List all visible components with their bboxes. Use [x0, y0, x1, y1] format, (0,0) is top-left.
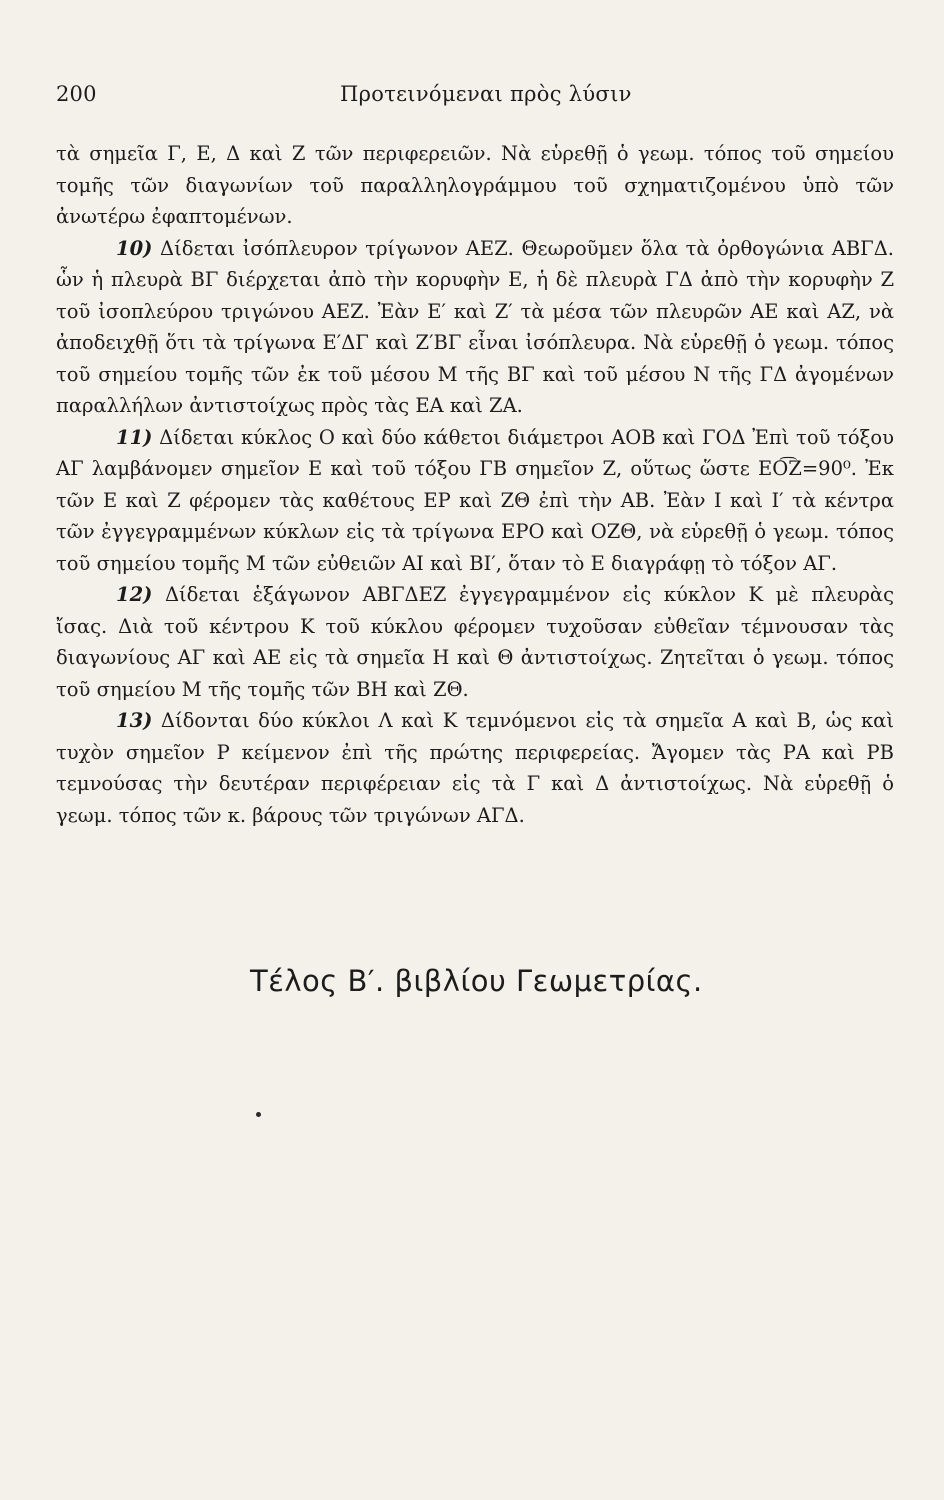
body-text [56, 138, 894, 831]
problem-text: Δίδονται δύο κύκλοι Λ καὶ Κ τεμνόμενοι εἰς τὰ σημεῖα Α καὶ Β, ὡς καὶ τυχὸν σημεῖον Ρ κείμενον ἐπὶ τῆς πρώτης περιφερείας. Ἄγομεν τὰς ΡΑ καὶ ΡΒ τεμνούσας τὴν δευτέραν περιφέρειαν εἰς τὰ Γ καὶ Δ ἀντιστοίχως. Νὰ εὑρεθῇ ὁ γεωμ. τόπος τῶν κ. βάρους τῶν τριγώνων ΑΓΔ. [56, 709, 894, 827]
problem-text: Δίδεται κύκλος Ο καὶ δύο κάθετοι διάμετροι ΑΟΒ καὶ ΓΟΔ Ἐπὶ τοῦ τόξου ΑΓ λαμβάνομεν σημεῖον Ε καὶ τοῦ τόξου ΓΒ σημεῖον Ζ, οὕτως ὥστε ΕΟ͡Ζ=90⁰. Ἐκ τῶν Ε καὶ Ζ φέρομεν τὰς καθέτους ΕΡ καὶ ΖΘ ἐπὶ τὴν ΑΒ. Ἐὰν Ι καὶ Ι′ τὰ κέντρα τῶν ἐγγεγραμμένων κύκλων εἰς τὰ τρίγωνα ΕΡΟ καὶ ΟΖΘ, νὰ εὑρεθῇ ὁ γεωμ. τόπος τοῦ σημείου τομῆς Μ τῶν εὐθειῶν ΑΙ καὶ ΒΙ′, ὅταν τὸ Ε διαγράφῃ τὸ τόξον ΑΓ. [56, 425, 894, 575]
problem-number: 12) [116, 583, 153, 606]
problem-number: 11) [116, 425, 153, 449]
page-number: 200 [56, 82, 97, 106]
running-title: Προτεινόμεναι πρὸς λύσιν [340, 82, 632, 106]
continuation-paragraph: τὰ σημεῖα Γ, Ε, Δ καὶ Ζ τῶν περιφερειῶν. Νὰ εὑρεθῇ ὁ γεωμ. τόπος τοῦ σημείου τομῆς τῶν διαγωνίων τοῦ παραλληλογράμμου τοῦ σχηματιζομένου ὑπὸ τῶν ἀνωτέρω ἐφαπτομένων. [56, 142, 894, 228]
problem-13 [56, 705, 894, 831]
problem-number: 13) [116, 709, 153, 732]
book-ending-title: Τέλος Β′. βιβλίου Γεωμετρίας. [250, 964, 703, 998]
problem-10 [56, 233, 894, 422]
problem-text: Δίδεται ἑξάγωνον ΑΒΓΔΕΖ ἐγγεγραμμένον εἰς κύκλον Κ μὲ πλευρὰς ἴσας. Διὰ τοῦ κέντρου Κ τοῦ κύκλου φέρομεν τυχοῦσαν εὐθεῖαν τέμνουσαν τὰς διαγωνίους ΑΓ καὶ ΑΕ εἰς τὰ σημεῖα Η καὶ Θ ἀντιστοίχως. Ζητεῖται ὁ γεωμ. τόπος τοῦ σημείου Μ τῆς τομῆς τῶν ΒΗ καὶ ΖΘ. [56, 583, 895, 701]
problem-number: 10) [116, 236, 153, 260]
problem-12 [56, 579, 894, 705]
ink-dot [256, 1112, 261, 1117]
problem-11 [56, 422, 894, 580]
problem-text: Δίδεται ἰσόπλευρον τρίγωνον ΑΕΖ. Θεωροῦμεν ὅλα τὰ ὀρθογώνια ΑΒΓΔ. ὧν ἡ πλευρὰ ΒΓ διέρχεται ἀπὸ τὴν κορυφὴν Ε, ἡ δὲ πλευρὰ ΓΔ ἀπὸ τὴν κορυφὴν Ζ τοῦ ἰσοπλεύρου τριγώνου ΑΕΖ. Ἐὰν Ε′ καὶ Ζ′ τὰ μέσα τῶν πλευρῶν ΑΕ καὶ ΑΖ, νὰ ἀποδειχθῇ ὅτι τὰ τρίγωνα Ε′ΔΓ καὶ Ζ′ΒΓ εἶναι ἰσόπλευρα. Νὰ εὑρεθῇ ὁ γεωμ. τόπος τοῦ σημείου τομῆς τῶν ἐκ τοῦ μέσου Μ τῆς ΒΓ καὶ τοῦ μέσου Ν τῆς ΓΔ ἀγομένων παραλλήλων ἀντιστοίχως πρὸς τὰς ΕΑ καὶ ΖΑ. [56, 236, 894, 417]
